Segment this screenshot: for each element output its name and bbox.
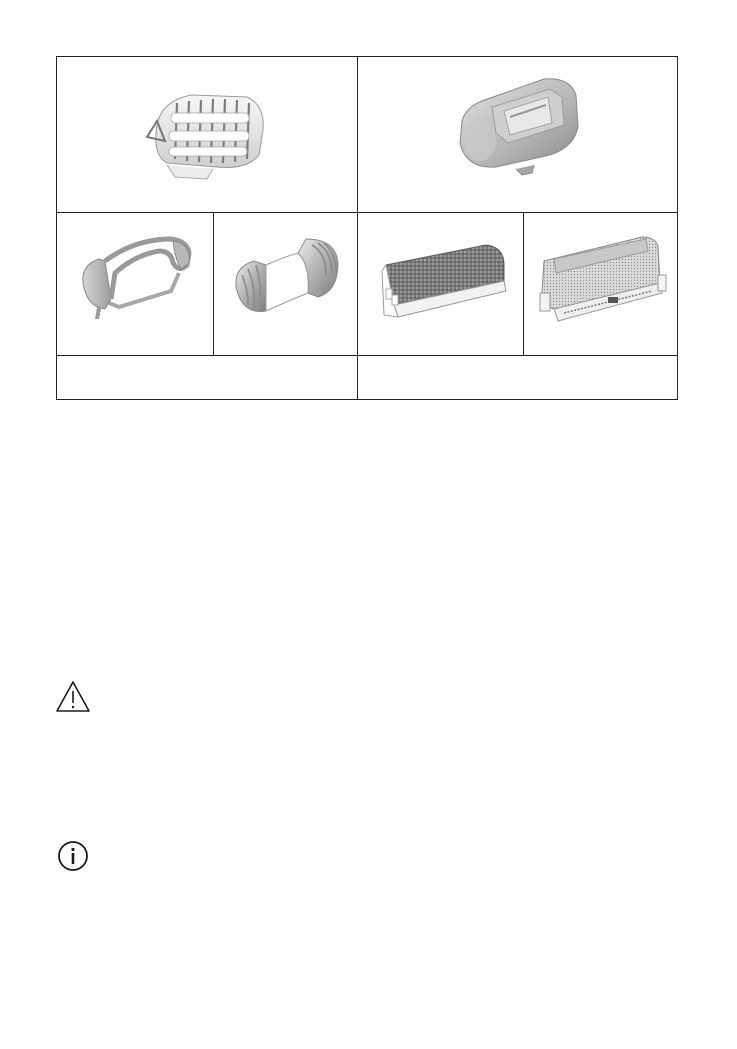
exfoliation-brush-icon: [376, 235, 516, 325]
shaver-cap-cell: [358, 57, 678, 212]
accessories-table: [56, 56, 678, 400]
massage-cap-icon: [226, 231, 346, 331]
epilator-head-icon: [137, 85, 277, 185]
warning-triangle-icon: [55, 680, 91, 714]
sensitive-cap-icon: [75, 233, 195, 323]
shaver-cap-icon: [452, 71, 602, 181]
massage-cap-cell: [214, 213, 357, 355]
info-circle-icon: [57, 840, 89, 872]
caption-right-cell: [358, 356, 678, 400]
sensitive-cap-cell: [57, 213, 213, 355]
exfoliation-brush-cell: [358, 213, 523, 355]
caption-left-cell: [57, 356, 357, 400]
shaver-head-icon: [534, 231, 672, 327]
shaver-head-cell: [524, 213, 678, 355]
epilator-head-cell: [57, 57, 357, 212]
